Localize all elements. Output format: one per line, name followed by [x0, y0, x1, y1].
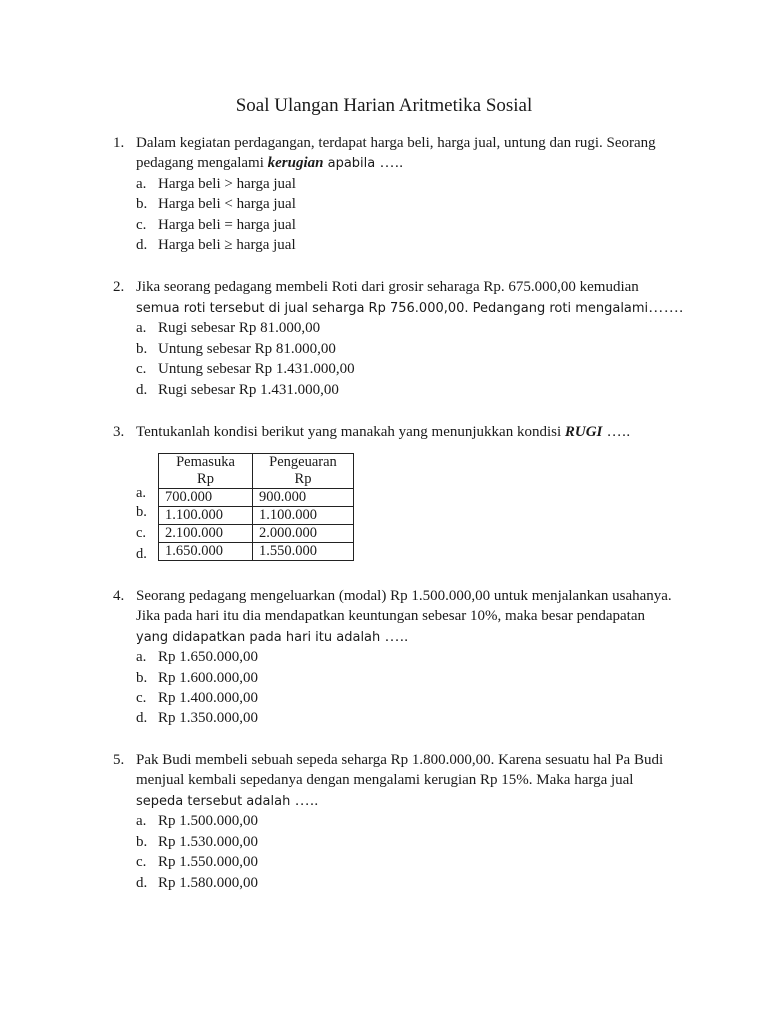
question-text-line	[136, 627, 409, 648]
table-row	[159, 489, 354, 507]
option-text: Untung sebesar Rp 1.431.000,00	[158, 361, 355, 377]
option-letter: d.	[136, 875, 148, 891]
question-text-line: Jika seorang pedagang membeli Roti dari grosir seharaga Rp. 675.000,00 kemudian	[136, 279, 639, 295]
option-text: Rp 1.550.000,00	[158, 854, 259, 870]
question-number: 1.	[113, 135, 125, 151]
document-title: Soal Ulangan Harian Aritmetika Sosial	[235, 95, 533, 116]
question-text-line: Seorang pedagang mengeluarkan (modal) Rp 1.500.000,00 untuk menjalankan usahanya.	[136, 588, 672, 604]
expense-cell: 1.100.000	[253, 507, 354, 525]
income-cell: 1.100.000	[159, 507, 253, 525]
option-letter: c.	[136, 217, 147, 233]
ellipsis: …..	[375, 155, 404, 171]
option-letter: d.	[136, 382, 148, 398]
ellipsis: …….	[648, 300, 684, 316]
option-letter: b.	[136, 196, 148, 212]
question-text-segment: pedagang mengalami	[136, 155, 268, 171]
column-header-expense	[253, 454, 354, 489]
option-letter: b.	[136, 834, 148, 850]
option-text: Rp 1.530.000,00	[158, 834, 259, 850]
option-letter: c.	[136, 525, 147, 541]
option-letter: c.	[136, 690, 147, 706]
question-text-line	[136, 153, 404, 174]
option-letter: c.	[136, 361, 147, 377]
expense-cell: 1.550.000	[253, 543, 354, 561]
option-letter: b.	[136, 504, 147, 520]
emphasis-text: kerugian	[267, 155, 324, 171]
option-text: Rp 1.500.000,00	[158, 813, 259, 829]
expense-cell: 900.000	[253, 489, 354, 507]
option-text: Harga beli = harga jual	[158, 217, 296, 233]
option-text: Rugi sebesar Rp 81.000,00	[158, 320, 321, 336]
option-text: Harga beli > harga jual	[158, 176, 296, 192]
question-number: 3.	[113, 424, 125, 440]
header-line: Pemasuka	[176, 454, 235, 470]
table-header-row	[159, 454, 354, 489]
question-text-line	[136, 791, 319, 812]
option-letter: d.	[136, 710, 148, 726]
question-text-segment: Tentukanlah kondisi berikut yang manakah yang menunjukkan kondisi	[136, 424, 565, 440]
option-letter: b.	[136, 670, 148, 686]
option-letter: d.	[136, 546, 147, 562]
ellipsis: …..	[602, 424, 631, 440]
question-number: 5.	[113, 752, 125, 768]
option-text: Rp 1.600.000,00	[158, 670, 259, 686]
option-letter: a.	[136, 813, 147, 829]
question-number: 4.	[113, 588, 125, 604]
column-header-income	[159, 454, 253, 489]
ellipsis: …..	[380, 629, 409, 645]
option-letter: d.	[136, 237, 148, 253]
question-text-segment: apabila	[323, 156, 376, 171]
option-text: Harga beli ≥ harga jual	[158, 237, 296, 253]
question-text-line: Dalam kegiatan perdagangan, terdapat harga beli, harga jual, untung dan rugi. Seorang	[136, 135, 656, 151]
table-row	[159, 543, 354, 561]
question-text-segment: semua roti tersebut di jual seharga Rp 756.000,00. Pedangang roti mengalami	[136, 301, 649, 316]
condition-table	[158, 453, 354, 561]
question-text-line: Pak Budi membeli sebuah sepeda seharga Rp 1.800.000,00. Karena sesuatu hal Pa Budi	[136, 752, 664, 768]
ellipsis: …..	[290, 793, 319, 809]
option-letter: b.	[136, 341, 148, 357]
option-text: Harga beli < harga jual	[158, 196, 296, 212]
option-text: Rp 1.650.000,00	[158, 649, 259, 665]
question-text-line	[136, 422, 631, 442]
header-unit: Rp	[294, 471, 312, 487]
option-letter: a.	[136, 320, 147, 336]
option-text: Rp 1.400.000,00	[158, 690, 259, 706]
option-letter: c.	[136, 854, 147, 870]
question-text-line: menjual kembali sepedanya dengan mengalami kerugian Rp 15%. Maka harga jual	[136, 772, 634, 788]
header-unit: Rp	[197, 471, 214, 487]
question-text-line: Jika pada hari itu dia mendapatkan keuntungan sebesar 10%, maka besar pendapatan	[136, 608, 645, 624]
emphasis-text: RUGI	[564, 424, 603, 440]
header-line: Pengeuaran	[269, 454, 337, 470]
option-letter: a.	[136, 649, 147, 665]
question-text-segment: yang didapatkan pada hari itu adalah	[136, 630, 381, 645]
table-row	[159, 507, 354, 525]
expense-cell: 2.000.000	[253, 525, 354, 543]
income-cell: 2.100.000	[159, 525, 253, 543]
income-cell: 1.650.000	[159, 543, 253, 561]
option-letter: a.	[136, 485, 147, 501]
option-text: Rp 1.580.000,00	[158, 875, 259, 891]
question-number: 2.	[113, 279, 125, 295]
option-text: Untung sebesar Rp 81.000,00	[158, 341, 336, 357]
table-row	[159, 525, 354, 543]
question-text-line	[136, 298, 683, 319]
income-cell: 700.000	[159, 489, 253, 507]
option-letter: a.	[136, 176, 147, 192]
option-text: Rp 1.350.000,00	[158, 710, 259, 726]
question-text-segment: sepeda tersebut adalah	[136, 794, 291, 809]
option-text: Rugi sebesar Rp 1.431.000,00	[158, 382, 339, 398]
